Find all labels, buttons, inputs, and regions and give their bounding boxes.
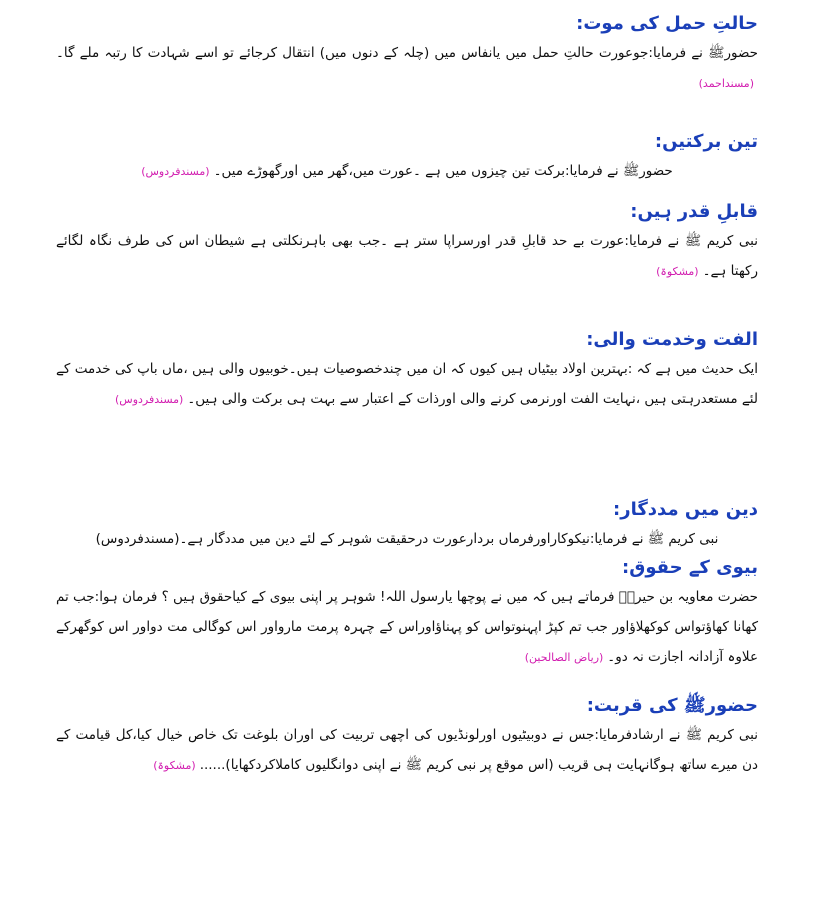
section-affection-service (56, 326, 758, 496)
section-body (56, 226, 758, 287)
section-worthy-of-respect (56, 198, 758, 326)
section-body (56, 720, 758, 781)
hadith-text: حضورﷺ نے فرمایا:برکت تین چیزوں میں ہے ۔عورت میں،گھر میں اورگھوڑے میں۔ (213, 163, 673, 179)
section-heading: حالتِ حمل کی موت: (576, 13, 758, 34)
hadith-text: نبی کریم ﷺ نے فرمایا:عورت بے حد قابلِ قدر اورسراپا ستر ہے ۔جب بھی باہرنکلتی ہے شیطان اس کی طرف نگاہ لگائے رکھتا ہے۔ (56, 233, 758, 279)
section-body (56, 524, 758, 554)
section-three-blessings (56, 128, 758, 198)
section-heading: بیوی کے حقوق: (622, 557, 758, 578)
reference-label: (مشکوۃ) (656, 265, 699, 278)
section-body (56, 156, 758, 187)
hadith-text: حضرت معاویہ بن حیرہؓ فرماتے ہیں کہ میں نے پوچھا یارسول اللہ! شوہر پر اپنی بیوی کے کیاحقوق ہیں ؟ فرمان ہوا:جب تم کھانا کھاؤتواس کوکھلاؤاور جب تم کپڑ اپہنوتواس کو پہناؤاوراس کے چہرہ پرمت مارواور اس کوگالی مت دواور اس کوگھرکے علاوہ آزادانہ اجازت نہ دو۔ (56, 589, 758, 665)
reference-label: (مسندفردوس) (141, 165, 210, 178)
hadith-text: حضورﷺ نے فرمایا:جوعورت حالتِ حمل میں یانفاس میں (چلہ کے دنوں میں) انتقال کرجائے تو اسے شہادت کا رتبہ ملے گا۔ (56, 45, 758, 61)
section-body (56, 38, 758, 99)
section-heading: حضورﷺ کی قربت: (586, 695, 758, 716)
hadith-text: ایک حدیث میں ہے کہ :بہترین اولاد بیٹیاں ہیں کیوں کہ ان میں چندخصوصیات ہیں۔خوبیوں والی ہیں ،ماں باپ کی خدمت کے لئے مستعدرہتی ہیں ،نہایت الفت اورنرمی کرنے والی اورذات کے اعتبار سے بہت ہی برکت والی ہیں۔ (56, 361, 758, 407)
section-heading: دین میں مددگار: (613, 499, 758, 520)
section-closeness-to-prophet (56, 692, 758, 802)
section-body (56, 582, 758, 673)
section-body (56, 354, 758, 415)
section-wife-rights (56, 554, 758, 692)
reference-label: (مشکوۃ) (153, 759, 196, 772)
section-helper-in-faith (56, 496, 758, 554)
section-pregnancy-death (56, 10, 758, 128)
hadith-text: نبی کریم ﷺ نے ارشادفرمایا:جس نے دوبیٹیوں اورلونڈیوں کی اچھی تربیت کی اوران بلوغت تک خاص خیال کیا،کل قیامت کے دن میرے ساتھ ہوگانہایت ہی قریب (اس موقع پر نبی کریم ﷺ نے اپنی دوانگلیوں کاملاکردکھایا)...... (56, 727, 758, 773)
reference-label: (ریاض الصالحین) (524, 651, 604, 664)
section-heading: قابلِ قدر ہیں: (630, 201, 758, 222)
section-heading: الفت وخدمت والی: (586, 329, 758, 350)
section-heading: تین برکتیں: (654, 131, 758, 152)
hadith-text: نبی کریم ﷺ نے فرمایا:نیکوکاراورفرماں بردارعورت درحقیقت شوہر کے لئے دین میں مددگار ہے۔(مسندفردوس) (95, 531, 719, 547)
reference-label: (مسندفردوس) (114, 393, 184, 406)
reference-label: (مسنداحمد) (698, 77, 754, 90)
